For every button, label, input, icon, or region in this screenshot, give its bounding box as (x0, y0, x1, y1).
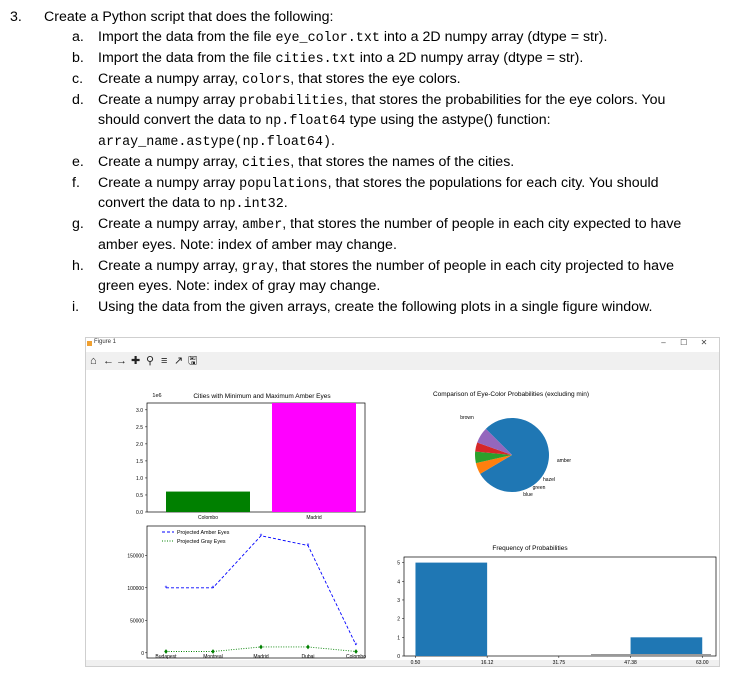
code-span: cities.txt (275, 52, 356, 67)
y-tick-label: 0.5 (136, 492, 143, 499)
x-tick-label: Colombo (345, 654, 367, 660)
text-span: green eyes. Note: index of gray may change. (98, 278, 381, 294)
pie-label: blue (523, 492, 533, 498)
text-span: , that stores the populations for each city. You should (327, 175, 659, 191)
item-text (98, 193, 288, 215)
series-line-amber (166, 536, 356, 645)
chart-title: Comparison of Eye-Color Probabilities (excluding min) (432, 391, 590, 398)
y-tick-label: 100000 (127, 585, 144, 592)
pan-icon[interactable]: ✚ (131, 355, 141, 367)
figure-plots (86, 370, 719, 666)
item-label: d. (72, 92, 84, 108)
item-label: i. (72, 299, 80, 315)
data-point: * (354, 642, 358, 650)
item-label: h. (72, 258, 84, 274)
text-span: into a 2D numpy array (dtype = str). (379, 29, 608, 45)
y-tick-label: 150000 (127, 553, 144, 560)
question-number: 3. (10, 9, 22, 25)
text-span: . (331, 133, 335, 149)
item-label: f. (72, 175, 80, 191)
horizontal-scrollbar[interactable] (591, 654, 711, 656)
figure-window (85, 337, 720, 667)
text-span: . (283, 195, 288, 211)
text-span: into a 2D numpy array (dtype = str). (355, 50, 584, 66)
text-span: , that stores the number of people in each city expected to have (282, 216, 682, 232)
y-tick-label: 0 (141, 650, 144, 657)
data-point: * (259, 533, 263, 541)
pie-label: brown (460, 415, 474, 421)
y-tick-label: 1 (397, 635, 400, 642)
question-intro: Create a Python script that does the following: (44, 9, 334, 25)
item-label: g. (72, 216, 84, 232)
text-span: Import the data from the file (98, 50, 276, 66)
item-text (98, 235, 397, 255)
x-tick-label: Madrid (306, 515, 322, 521)
item-text (98, 48, 583, 70)
item-text (98, 276, 380, 296)
x-tick-label: 63.00 (695, 660, 709, 666)
data-point: * (306, 543, 310, 551)
y-tick-label: 2 (397, 616, 400, 623)
item-label: e. (72, 154, 84, 170)
item-text (98, 214, 681, 236)
code-span: np.float64 (265, 114, 346, 129)
bar-madrid (272, 403, 356, 512)
y-tick-label: 1.0 (136, 475, 143, 482)
figure-app-icon (87, 341, 92, 346)
item-label: b. (72, 50, 84, 66)
text-span: Create a numpy array, (98, 216, 243, 232)
text-span: , that stores the names of the cities. (290, 154, 515, 170)
figure-titlebar (86, 338, 719, 352)
text-span: , that stores the number of people in each city projected to have (274, 258, 675, 274)
code-span: array_name.astype(np.float64) (98, 135, 332, 150)
data-point: * (211, 585, 215, 593)
item-text (98, 173, 659, 195)
figure-canvas (86, 370, 719, 666)
text-span: Create a numpy array, (98, 71, 243, 87)
item-text (98, 297, 652, 317)
legend-label: Projected Gray Eyes (177, 539, 226, 545)
y-tick-label: 50000 (130, 618, 144, 625)
configure-icon[interactable]: ≡ (161, 355, 168, 367)
x-tick-label: 16.12 (480, 660, 494, 666)
code-span: np.int32 (219, 197, 284, 212)
item-text (98, 152, 514, 174)
item-text (98, 256, 674, 278)
code-span: cities (242, 156, 291, 171)
pie-label: amber (556, 458, 572, 464)
y-tick-label: 0 (397, 654, 400, 660)
forward-icon[interactable]: → (116, 355, 127, 367)
code-span: colors (242, 73, 291, 88)
x-tick-label: Montreal (203, 654, 223, 660)
chart-title: Cities with Minimum and Maximum Amber Eyes (193, 393, 331, 400)
home-icon[interactable]: ⌂ (90, 355, 97, 367)
item-text (98, 110, 551, 132)
x-tick-label: Dubai (301, 654, 315, 660)
y-tick-label: 5 (397, 560, 400, 567)
close-button[interactable]: ✕ (700, 338, 708, 347)
y-tick-label: 3 (397, 597, 400, 604)
window-controls (655, 338, 713, 347)
text-span: Create a numpy array (98, 92, 240, 108)
histogram-bar (415, 563, 487, 656)
x-tick-label: Budapest (155, 654, 177, 660)
pie-label: hazel (543, 477, 555, 483)
pie-label: green (532, 485, 546, 491)
y-tick-label: 0.0 (136, 510, 143, 516)
code-span: populations (239, 177, 328, 192)
item-label: a. (72, 29, 84, 45)
plot-frame (147, 526, 365, 658)
x-tick-label: 47.38 (624, 660, 637, 666)
chart-title: Frequency of Probabilities (492, 545, 568, 552)
edit-axes-icon[interactable]: ↗ (174, 355, 184, 367)
code-span: gray (242, 260, 275, 275)
bar-colombo (166, 492, 250, 512)
item-label: c. (72, 71, 84, 87)
x-tick-label: 0.50 (410, 660, 421, 666)
y-tick-label: 2.0 (136, 441, 143, 448)
maximize-button[interactable]: ☐ (680, 338, 688, 347)
figure-toolbar (86, 352, 719, 370)
code-span: amber (242, 218, 283, 233)
text-span: type using the astype() function: (345, 112, 551, 128)
text-span: Using the data from the given arrays, create the following plots in a single figure window. (98, 299, 653, 315)
y-tick-label: 1.5 (136, 458, 143, 465)
data-point (306, 645, 310, 650)
code-span: eye_color.txt (275, 31, 380, 46)
item-text (98, 27, 607, 49)
save-icon[interactable]: 🖫 (188, 355, 198, 367)
text-span: should convert the data to (98, 112, 266, 128)
item-text (98, 131, 335, 153)
text-span: , that stores the probabilities for the eye colors. You (343, 92, 666, 108)
legend-label: Projected Amber Eyes (177, 530, 230, 536)
x-tick-label: Madrid (253, 654, 269, 660)
text-span: Import the data from the file (98, 29, 276, 45)
y-tick-label: 4 (397, 579, 400, 586)
text-span: amber eyes. Note: index of amber may change. (98, 237, 397, 253)
data-point (259, 645, 263, 650)
text-span: convert the data to (98, 195, 220, 211)
x-tick-label: Colombo (197, 515, 219, 521)
code-span: probabilities (239, 94, 344, 109)
offset-label: 1e6 (152, 393, 162, 399)
text-span: , that stores the eye colors. (290, 71, 461, 87)
item-text (98, 90, 665, 112)
back-icon[interactable]: ← (103, 355, 114, 367)
zoom-icon[interactable]: ⚲ (146, 355, 155, 367)
figure-title: Figure 1 (94, 339, 117, 345)
text-span: Create a numpy array, (98, 258, 243, 274)
item-text (98, 69, 461, 91)
y-tick-label: 2.5 (136, 424, 143, 431)
data-point: * (164, 585, 168, 593)
minimize-button[interactable]: – (661, 338, 666, 347)
y-tick-label: 3.0 (136, 407, 143, 414)
x-tick-label: 31.75 (552, 660, 566, 666)
text-span: Create a numpy array, (98, 154, 243, 170)
text-span: Create a numpy array (98, 175, 240, 191)
